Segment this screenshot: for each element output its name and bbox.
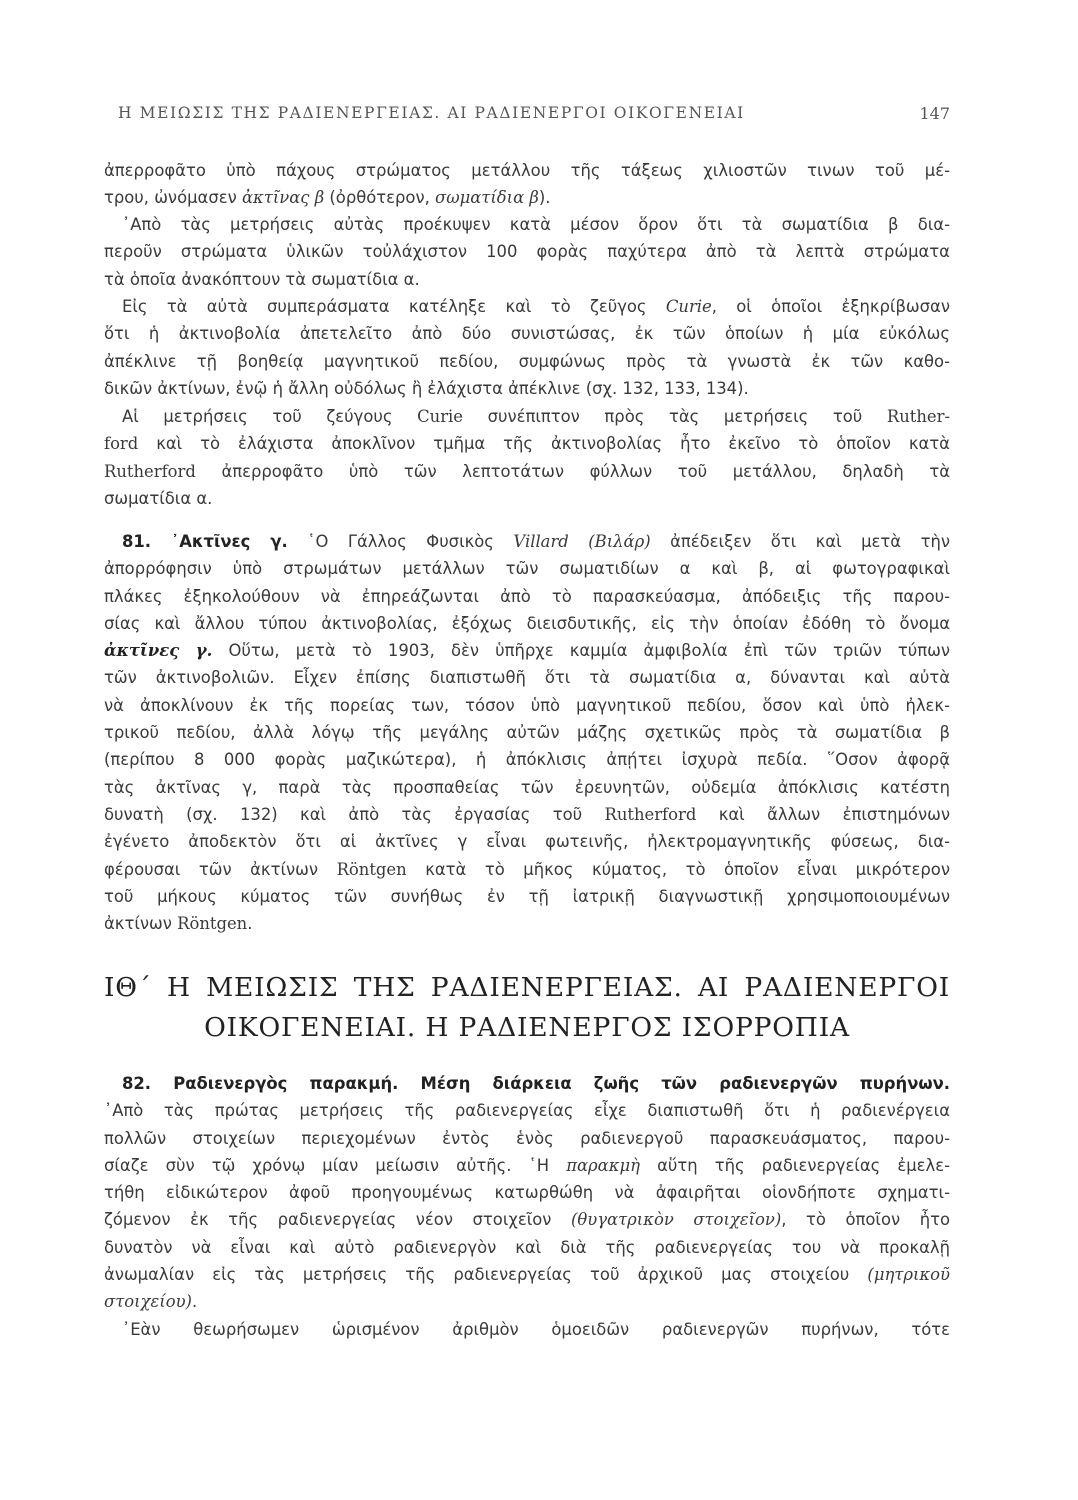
chapter-title-line: ΟΙΚΟΓΕΝΕΙΑΙ. Η ΡΑΔΙΕΝΕΡΓΟΣ ΙΣΟΡΡΟΠΙΑ xyxy=(204,1012,850,1043)
paragraph-beta-rays xyxy=(104,157,950,212)
paragraph-curie xyxy=(104,293,950,402)
text-line: ᾿Εὰν θεωρήσωμεν ὡρισμένον ἀριθμὸν ὁμοειδῶν ραδιενεργῶν πυρήνων, τότε xyxy=(122,1319,950,1339)
text-line: περοῦν στρώματα ὑλικῶν τοὐλάχιστον 100 φορὰς παχύτερα ἀπὸ τὰ λεπτὰ στρώματα xyxy=(104,242,950,262)
text-line: στοιχείου). xyxy=(104,1292,198,1312)
section-heading-81: 81. ᾿Ακτῖνες γ. xyxy=(122,532,288,551)
text-line: τῶν ἀκτινοβολιῶν. Εἶχεν ἐπίσης διαπιστωθῆ ὅτι τὰ σωματίδια α, δύνανται καὶ αὐτὰ xyxy=(104,668,950,688)
chapter-title xyxy=(104,968,950,1048)
text-line: σίαζε σὺν τῷ χρόνῳ μίαν μείωσιν αὐτῆς. ῾Η παρακμὴ αὕτη τῆς ραδιενεργείας ἐμελε- xyxy=(104,1155,950,1175)
text-line: ἐγένετο ἀποδεκτὸν ὅτι αἱ ἀκτῖνες γ εἶναι φωτεινῆς, ἠλεκτρομαγνητικῆς φύσεως, δια- xyxy=(104,832,950,852)
text-line: ἀπέκλινε τῇ βοηθείᾳ μαγνητικοῦ πεδίου, συμφώνως πρὸς τὰ γνωστὰ ἐκ τῶν καθο- xyxy=(104,351,950,371)
page-number: 147 xyxy=(919,104,950,123)
section-heading-82: 82. Ραδιενεργὸς παρακμή. Μέση διάρκεια ζωῆς τῶν ραδιενεργῶν πυρήνων. xyxy=(122,1074,950,1093)
text-line: ζόμενον ἐκ τῆς ραδιενεργείας νέον στοιχεῖον (θυγατρικὸν στοιχεῖον), τὸ ὁποῖον ἦτο xyxy=(104,1210,950,1230)
running-header xyxy=(118,104,950,122)
text-line: πλάκες ἐξηκολούθουν νὰ ἐπηρεάζωνται ἀπὸ τὸ παρασκεύασμα, ἀπόδειξις τῆς παρου- xyxy=(104,586,950,606)
section-81-gamma-rays xyxy=(104,528,950,937)
text-line: νὰ ἀποκλίνουν ἐκ τῆς πορείας των, τόσον ὑπὸ μαγνητικοῦ πεδίου, ὅσον καὶ ὑπὸ ἠλεκ- xyxy=(104,695,950,715)
text-line: σωματίδια α. xyxy=(104,488,213,508)
text-line: τρου, ὠνόμασεν ἀκτῖνας β (ὀρθότερον, σωματίδια β). xyxy=(104,188,551,208)
text-line: Αἱ μετρήσεις τοῦ ζεύγους Curie συνέπιπτον πρὸς τὰς μετρήσεις τοῦ Ruther- xyxy=(122,407,951,426)
text-line: ᾿Απὸ τὰς πρώτας μετρήσεις τῆς ραδιενεργείας εἶχε διαπιστωθῆ ὅτι ἡ ραδιενέργεια xyxy=(104,1101,950,1121)
text-line: τήθη εἰδικώτερον ἀφοῦ προηγουμένως κατωρθώθη νὰ ἀφαιρῆται οἱονδήποτε σχηματι- xyxy=(104,1183,950,1203)
text-line: ᾿Απὸ τὰς μετρήσεις αὐτὰς προέκυψεν κατὰ μέσον ὅρον ὅτι τὰ σωματίδια β δια- xyxy=(122,215,950,234)
section-82-radioactive-decay xyxy=(104,1070,950,1343)
text-line: δυνατὴ (σχ. 132) καὶ ἀπὸ τὰς ἐργασίας τοῦ Rutherford καὶ ἄλλων ἐπιστημόνων xyxy=(104,804,950,824)
text-line: 81. ᾿Ακτῖνες γ. ῾Ο Γάλλος Φυσικὸς Villard (Βιλάρ) ἀπέδειξεν ὅτι καὶ μετὰ τὴν xyxy=(122,532,950,551)
text-line: ἀκτῖνες γ. Οὕτω, μετὰ τὸ 1903, δὲν ὑπῆρχε καμμία ἀμφιβολία ἐπὶ τῶν τριῶν τύπων xyxy=(104,641,950,661)
text-line: τὰς ἀκτῖνας γ, παρὰ τὰς προσπαθείας τῶν ἐρευνητῶν, οὐδεμία ἀπόκλισις κατέστη xyxy=(104,777,950,797)
text-line: δυνατὸν νὰ εἶναι καὶ αὐτὸ ραδιενεργὸν καὶ διὰ τῆς ραδιενεργείας του νὰ προκαλῇ xyxy=(104,1237,950,1257)
text-line: τὰ ὁποῖα ἀνακόπτουν τὰ σωματίδια α. xyxy=(104,269,420,289)
text-line: ὅτι ἡ ἀκτινοβολία ἀπετελεῖτο ἀπὸ δύο συνιστώσας, ἐκ τῶν ὁποίων ἡ μία εὐκόλως xyxy=(104,324,950,344)
running-title: Η ΜΕΙΩΣΙΣ ΤΗΣ ΡΑΔΙΕΝΕΡΓΕΙΑΣ. ΑΙ ΡΑΔΙΕΝΕΡΓΟΙ ΟΙΚΟΓΕΝΕΙΑΙ xyxy=(118,104,745,122)
text-line: ἀκτίνων Röntgen. xyxy=(104,914,253,934)
text-line: ἀπορρόφησιν ὑπὸ στρωμάτων μετάλλων τῶν σωματιδίων α καὶ β, αἱ φωτογραφικαὶ xyxy=(104,559,950,579)
text-line: ford καὶ τὸ ἐλάχιστα ἀποκλῖνον τμῆμα τῆς ἀκτινοβολίας ἦτο ἐκεῖνο τὸ ὁποῖον κατὰ xyxy=(104,434,950,454)
text-line: (περίπου 8 000 φορὰς μαζικώτερα), ἡ ἀπόκλισις ἀπῄτει ἰσχυρὰ πεδία. ῞Οσον ἀφορᾷ xyxy=(104,750,950,770)
paragraph-measurements xyxy=(104,211,950,293)
text-line: Rutherford ἀπερροφᾶτο ὑπὸ τῶν λεπτοτάτων φύλλων τοῦ μετάλλου, δηλαδὴ τὰ xyxy=(104,461,950,481)
text-line: δικῶν ἀκτίνων, ἐνῷ ἡ ἄλλη οὐδόλως ἢ ἐλάχιστα ἀπέκλινε (σχ. 132, 133, 134). xyxy=(104,378,749,398)
text-line: φέρουσαι τῶν ἀκτίνων Röntgen κατὰ τὸ μῆκος κύματος, τὸ ὁποῖον εἶναι μικρότερον xyxy=(104,859,950,879)
text-line: σίας καὶ ἄλλου τύπου ἀκτινοβολίας, ἐξόχως διεισδυτικῆς, εἰς τὴν ὁποίαν ἐδόθη τὸ ὄνομα xyxy=(104,613,950,633)
text-line: Εἰς τὰ αὐτὰ συμπεράσματα κατέληξε καὶ τὸ ζεῦγος Curie, οἱ ὁποῖοι ἐξηκρίβωσαν xyxy=(122,297,950,316)
text-line: πολλῶν στοιχείων περιεχομένων ἐντὸς ἑνὸς ραδιενεργοῦ παρασκευάσματος, παρου- xyxy=(104,1128,950,1148)
chapter-title-line: ΙΘ΄ Η ΜΕΙΩΣΙΣ ΤΗΣ ΡΑΔΙΕΝΕΡΓΕΙΑΣ. ΑΙ ΡΑΔΙΕΝΕΡΓΟΙ xyxy=(104,972,950,1003)
text-line: ἀνωμαλίαν εἰς τὰς μετρήσεις τῆς ραδιενεργείας τοῦ ἀρχικοῦ μας στοιχείου (μητρικοῦ xyxy=(104,1265,950,1285)
text-line: τοῦ μήκους κύματος τῶν συνήθως ἐν τῇ ἰατρικῇ διαγνωστικῇ χρησιμοποιουμένων xyxy=(104,886,950,906)
paragraph-rutherford xyxy=(104,403,950,512)
text-line: ἀπερροφᾶτο ὑπὸ πάχους στρώματος μετάλλου τῆς τάξεως χιλιοστῶν τινων τοῦ μέ- xyxy=(104,161,950,180)
text-line: τρικοῦ πεδίου, ἀλλὰ λόγῳ τῆς μεγάλης αὐτῶν μάζης σχετικῶς πρὸς τὰ σωματίδια β xyxy=(104,723,950,743)
